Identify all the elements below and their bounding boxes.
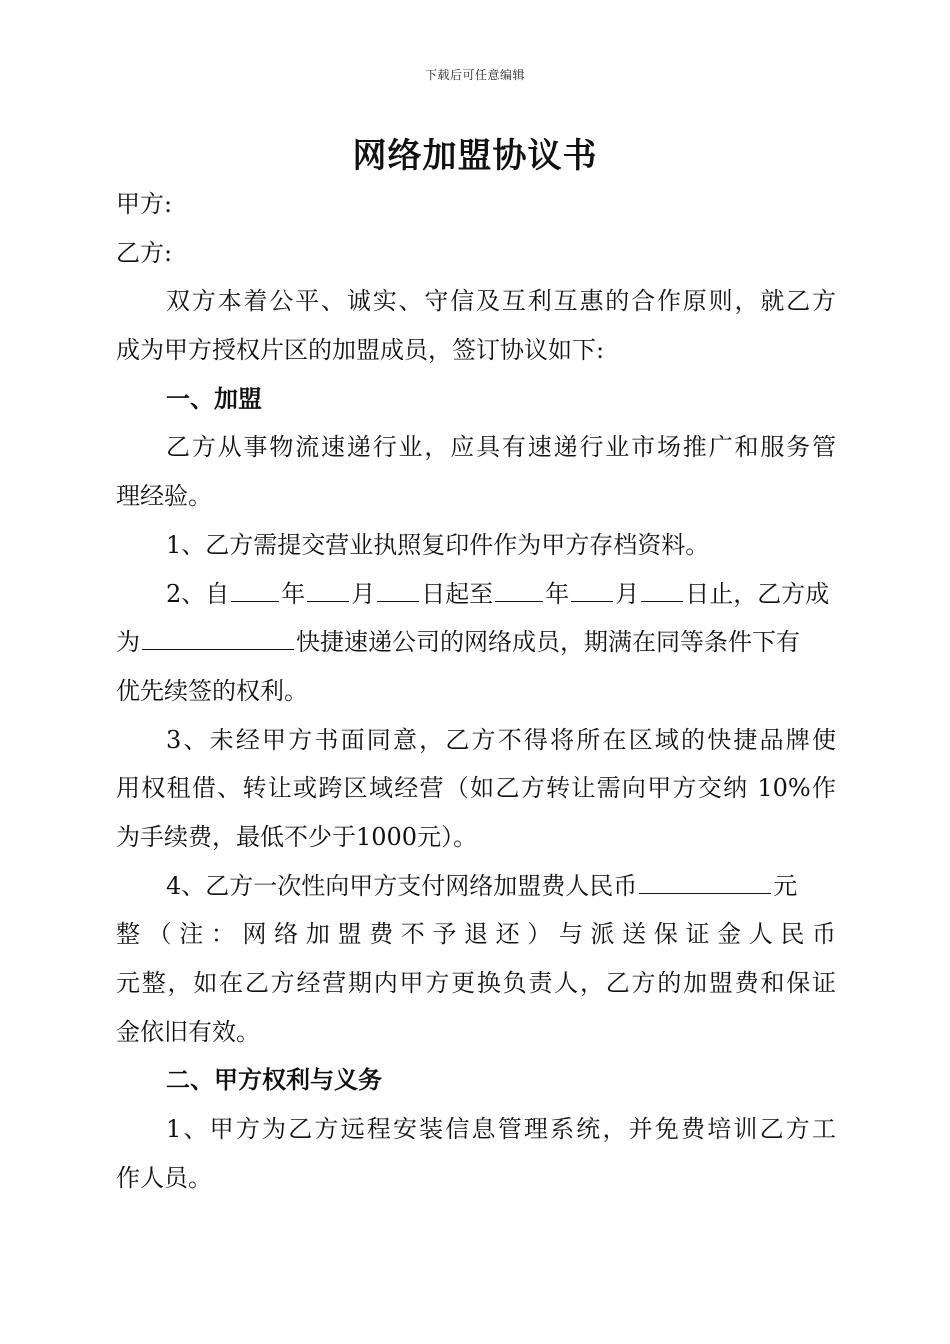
- start-day-blank: [377, 573, 419, 602]
- document-title: 网络加盟协议书: [352, 136, 598, 176]
- item-1-2-l2-start: 为: [116, 628, 140, 657]
- item-2-1-line-1: 1、甲方为乙方远程安装信息管理系统，并免费培训乙方工: [166, 1115, 836, 1144]
- intro-line-2: 成为甲方授权片区的加盟成员，签订协议如下:: [116, 336, 605, 365]
- item-1-4-yuan: 元: [773, 871, 798, 900]
- item-1-4-line-2: 整（注：网络加盟费不予退还）与派送保证金人民币: [116, 920, 836, 949]
- item-1-4-line-3: 元整，如在乙方经营期内甲方更换负责人，乙方的加盟费和保证: [116, 969, 836, 997]
- item-1-2-line-1: [116, 570, 836, 619]
- day-to-label: 日止，乙方成: [685, 579, 830, 608]
- end-day-blank: [641, 573, 683, 602]
- item-1-4-text: 4、乙方一次性向甲方支付网络加盟费人民币: [166, 871, 638, 900]
- item-1-2-prefix: 2、自: [166, 579, 230, 608]
- start-year-blank: [231, 573, 279, 602]
- item-1-3-line-1: 3、未经甲方书面同意，乙方不得将所在区域的快捷品牌使: [166, 725, 836, 754]
- party-a-line: 甲方:: [116, 190, 173, 218]
- item-1-2-l2-rest: 快捷速递公司的网络成员，期满在同等条件下有: [296, 628, 800, 657]
- section-1-para-line-1: 乙方从事物流速递行业，应具有速递行业市场推广和服务管: [166, 433, 836, 462]
- section-1-heading: 一、加盟: [166, 384, 262, 413]
- end-month-blank: [571, 573, 613, 602]
- item-1-4-line-4: 金依旧有效。: [116, 1017, 260, 1046]
- year-label: 年: [281, 579, 306, 608]
- month-label: 月: [351, 579, 376, 608]
- document-body: [116, 180, 836, 1202]
- fee-amount-blank: [639, 865, 771, 894]
- item-1-3-line-3: 为手续费，最低不少于1000元）。: [116, 822, 478, 851]
- section-2-heading: 二、甲方权利与义务: [166, 1066, 382, 1095]
- company-name-blank: [142, 621, 294, 650]
- item-1-1: 1、乙方需提交营业执照复印件作为甲方存档资料。: [166, 530, 710, 559]
- month2-label: 月: [615, 579, 640, 608]
- start-month-blank: [307, 573, 349, 602]
- item-1-2-line-3: 优先续签的权利。: [116, 676, 308, 705]
- item-1-4-line-1: [116, 862, 836, 911]
- header-note: 下载后可任意编辑: [424, 68, 525, 82]
- day-from-label: 日起至: [421, 579, 494, 608]
- section-1-para-line-2: 理经验。: [116, 482, 212, 511]
- party-b-line: 乙方:: [116, 238, 173, 267]
- end-year-blank: [495, 573, 543, 602]
- item-1-3-line-2: 用权租借、转让或跨区域经营（如乙方转让需向甲方交纳 10%作: [116, 774, 836, 803]
- item-2-1-line-2: 作人员。: [116, 1163, 212, 1192]
- year2-label: 年: [545, 579, 570, 608]
- intro-line-1: 双方本着公平、诚实、守信及互利互惠的合作原则，就乙方: [166, 287, 836, 316]
- item-1-2-line-2: [116, 618, 836, 667]
